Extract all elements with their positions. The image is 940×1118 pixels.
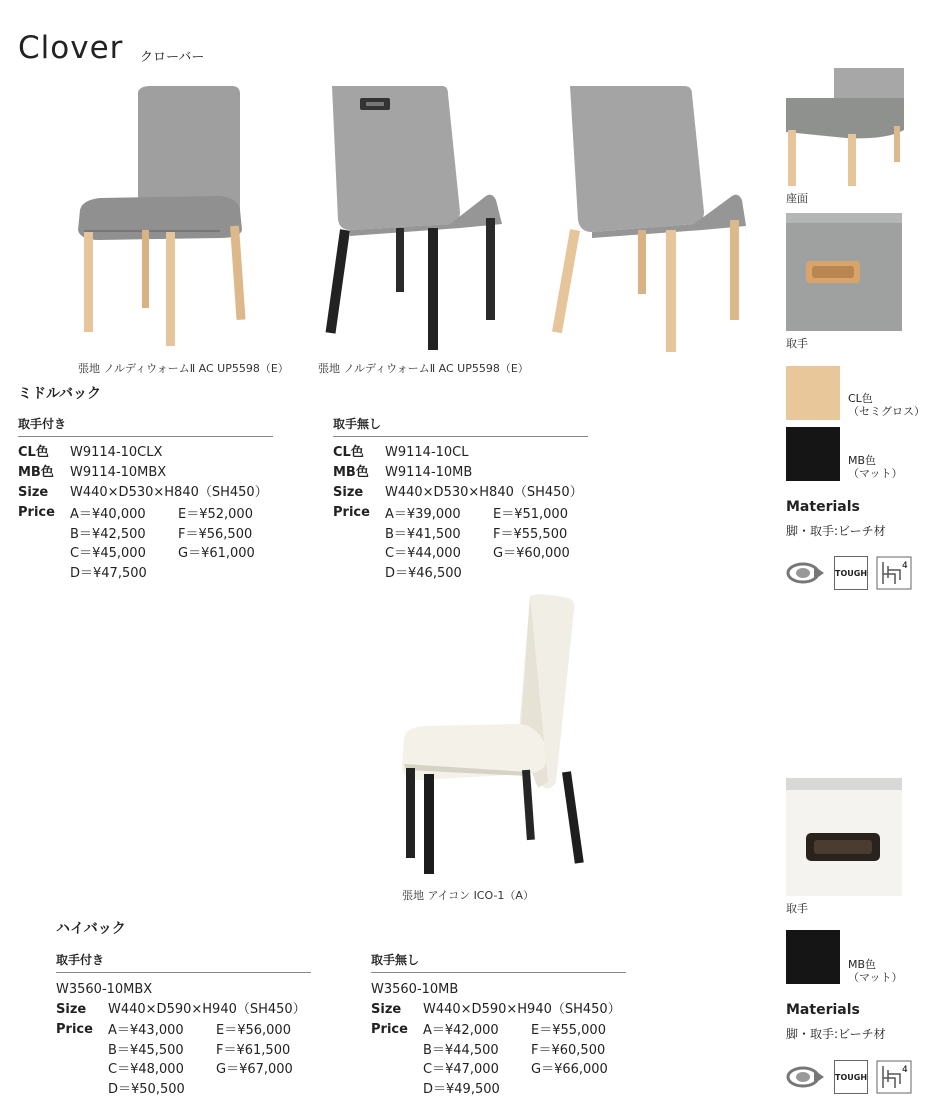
mb-color-swatch-2 [786, 930, 840, 984]
middle-with-handle-prices-right [178, 505, 255, 564]
middle-without-handle-prices-right [493, 505, 570, 564]
middle-without-handle-prices-left [385, 505, 462, 583]
price-item: B＝¥45,500 [108, 1042, 184, 1058]
green-certification-icon [786, 1060, 826, 1094]
seat-caption: 座面 [786, 192, 808, 205]
green-certification-icon [786, 556, 826, 590]
handle-closeup-image [786, 213, 902, 331]
chair-back-black-image [310, 80, 510, 350]
high-without-handle-prices-left [423, 1021, 500, 1099]
price-item: B＝¥41,500 [385, 526, 461, 542]
stack-count-2: 4 [902, 1065, 908, 1075]
cl-label: CL色 [333, 445, 364, 460]
high-with-handle-prices-left [108, 1021, 185, 1099]
tough-label-2: TOUGH [835, 1072, 868, 1082]
price-item: C＝¥47,000 [423, 1062, 499, 1077]
middle-with-handle-prices-left [70, 505, 147, 583]
mb-color-name: MB色 [848, 454, 877, 467]
price-item: B＝¥42,500 [70, 526, 146, 542]
price-item: E＝¥51,000 [493, 507, 568, 522]
tough-icon [834, 1060, 868, 1094]
page-subtitle: クローバー [140, 50, 205, 65]
handle-caption: 取手 [786, 337, 808, 350]
chair-highback-image [398, 592, 588, 877]
price-label: Price [333, 505, 370, 520]
chair1-caption: 張地 ノルディウォームⅡ AC UP5598（E） [78, 362, 289, 375]
price-item: E＝¥55,000 [531, 1023, 606, 1038]
price-item: B＝¥44,500 [423, 1042, 499, 1058]
middle-back-heading: ミドルバック [18, 386, 102, 402]
size-label: Size [333, 485, 364, 500]
price-item: G＝¥67,000 [216, 1062, 293, 1077]
cl-color-label [848, 392, 925, 418]
materials-text: 脚・取手:ビーチ材 [786, 524, 886, 538]
mb-color-swatch [786, 427, 840, 481]
price-item: D＝¥47,500 [70, 565, 147, 581]
price-label: Price [18, 505, 55, 520]
seat-closeup-image [786, 68, 904, 186]
chair-back-natural-image [552, 80, 752, 355]
size-value: W440×D590×H940（SH450） [108, 1002, 306, 1017]
size-label: Size [18, 485, 49, 500]
price-item: C＝¥48,000 [108, 1062, 184, 1077]
price-item: D＝¥46,500 [385, 565, 462, 581]
price-item: F＝¥61,500 [216, 1042, 291, 1058]
certification-icons [786, 556, 912, 590]
product-code: W3560-10MBX [56, 982, 153, 997]
size-label: Size [56, 1002, 87, 1017]
price-item: A＝¥43,000 [108, 1023, 184, 1038]
middle-without-handle-heading: 取手無し [333, 415, 588, 437]
size-label: Size [371, 1002, 402, 1017]
high-without-handle-heading: 取手無し [371, 951, 626, 973]
size-value: W440×D530×H840（SH450） [385, 485, 583, 500]
cl-color-swatch [786, 366, 840, 420]
cl-code: W9114-10CL [385, 445, 469, 460]
size-value: W440×D590×H940（SH450） [423, 1002, 621, 1017]
handle-caption-2: 取手 [786, 902, 808, 915]
page-title: Clover [18, 30, 124, 66]
chair2-caption: 張地 ノルディウォームⅡ AC UP5598（E） [318, 362, 529, 375]
cl-label: CL色 [18, 445, 49, 460]
mb-color-finish: （マット） [848, 467, 903, 480]
tough-icon [834, 556, 868, 590]
price-label: Price [371, 1022, 408, 1037]
mb-code: W9114-10MB [385, 465, 473, 480]
mb-color-name-2: MB色 [848, 958, 877, 971]
price-item: A＝¥39,000 [385, 507, 461, 522]
mb-label: MB色 [18, 465, 54, 480]
price-item: F＝¥55,500 [493, 526, 568, 542]
high-with-handle-prices-right [216, 1021, 293, 1080]
price-item: D＝¥49,500 [423, 1081, 500, 1097]
price-item: A＝¥40,000 [70, 507, 146, 522]
high-without-handle-prices-right [531, 1021, 608, 1080]
price-item: F＝¥56,500 [178, 526, 253, 542]
stack-icon [876, 1060, 912, 1094]
middle-with-handle-heading: 取手付き [18, 415, 273, 437]
materials-title-2: Materials [786, 1002, 860, 1018]
stack-icon [876, 556, 912, 590]
high-with-handle-heading: 取手付き [56, 951, 311, 973]
price-item: F＝¥60,500 [531, 1042, 606, 1058]
mb-label: MB色 [333, 465, 369, 480]
handle-white-closeup-image [786, 778, 902, 896]
product-code: W3560-10MB [371, 982, 459, 997]
price-item: E＝¥52,000 [178, 507, 253, 522]
chair-front-image [70, 80, 270, 350]
chair-high-caption: 張地 アイコン ICO-1（A） [402, 889, 534, 902]
mb-color-label [848, 454, 903, 480]
stack-count: 4 [902, 561, 908, 571]
high-back-heading: ハイバック [56, 921, 126, 937]
price-item: C＝¥44,000 [385, 546, 461, 561]
size-value: W440×D530×H840（SH450） [70, 485, 268, 500]
mb-color-finish-2: （マット） [848, 971, 903, 984]
materials-title: Materials [786, 499, 860, 515]
price-label: Price [56, 1022, 93, 1037]
cl-color-finish: （セミグロス） [848, 405, 925, 418]
cl-color-name: CL色 [848, 392, 873, 405]
price-item: G＝¥66,000 [531, 1062, 608, 1077]
price-item: C＝¥45,000 [70, 546, 146, 561]
mb-color-label-2 [848, 958, 903, 984]
cl-code: W9114-10CLX [70, 445, 163, 460]
price-item: E＝¥56,000 [216, 1023, 291, 1038]
price-item: A＝¥42,000 [423, 1023, 499, 1038]
materials-text-2: 脚・取手:ビーチ材 [786, 1027, 886, 1041]
mb-code: W9114-10MBX [70, 465, 167, 480]
price-item: G＝¥60,000 [493, 546, 570, 561]
price-item: D＝¥50,500 [108, 1081, 185, 1097]
price-item: G＝¥61,000 [178, 546, 255, 561]
tough-label: TOUGH [835, 568, 868, 578]
certification-icons-2 [786, 1060, 912, 1094]
